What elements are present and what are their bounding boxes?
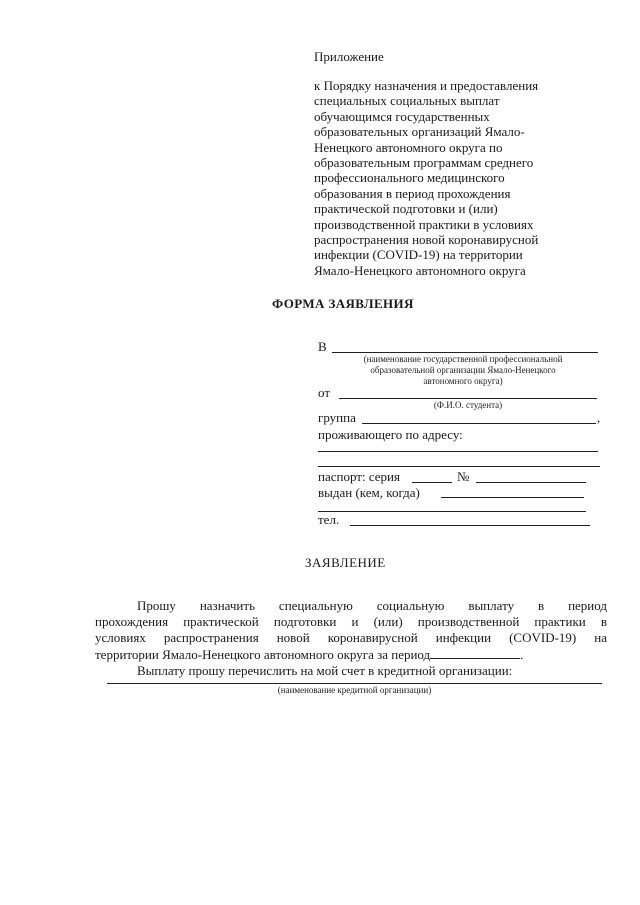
to-label: В (318, 339, 327, 354)
statement-heading: ЗАЯВЛЕНИЕ (305, 555, 386, 570)
statement-line: Прошу назначить специальную социальную выплату в период (137, 598, 607, 613)
phone-field[interactable] (350, 525, 590, 526)
passport-number-label: № (457, 469, 470, 484)
appendix-line: распространения новой коронавирусной (314, 232, 539, 248)
appendix-line: к Порядку назначения и предоставления (314, 78, 539, 93)
appendix-line: обучающимся государственных (314, 108, 490, 124)
to-organization-field[interactable] (332, 352, 598, 353)
statement-body (95, 598, 607, 679)
appendix-line: профессионального медицинского (314, 170, 505, 186)
group-label: группа (318, 410, 356, 425)
address-field-2[interactable] (318, 466, 600, 467)
statement-line-period (95, 646, 607, 663)
period-end: . (520, 647, 524, 662)
appendix-line: образования в период прохождения (314, 185, 511, 201)
group-field[interactable] (362, 423, 596, 424)
issued-by-field-2[interactable] (318, 511, 586, 512)
appendix-text (314, 78, 614, 278)
appendix-line: производственной практики в условиях (314, 216, 534, 232)
appendix-line: инфекции (COVID-19) на территории (314, 247, 523, 263)
residing-label: проживающего по адресу: (318, 427, 463, 442)
address-field-1[interactable] (318, 451, 598, 452)
from-label: от (318, 385, 331, 400)
student-name-field[interactable] (339, 398, 597, 399)
appendix-line: практической подготовки и (или) (314, 201, 498, 217)
bank-name-field[interactable] (107, 683, 602, 684)
appendix-line: Ямало-Ненецкого автономного округа (314, 262, 526, 278)
to-caption-line: автономного округа) (423, 376, 503, 386)
period-field[interactable] (430, 646, 520, 659)
statement-line: условиях распространения новой коронавирусной инфекции (COVID-19) на (95, 630, 607, 645)
statement-line: территории Ямало-Ненецкого автономного округа за период (95, 647, 431, 662)
appendix-title: Приложение (314, 49, 384, 64)
from-caption: (Ф.И.О. студента) (433, 400, 503, 410)
group-comma: , (597, 410, 601, 425)
appendix-line: специальных социальных выплат (314, 93, 500, 109)
to-caption-line: образовательной организации Ямало-Ненецкого (370, 365, 556, 375)
to-caption-line: (наименование государственной профессиональной (363, 354, 563, 364)
appendix-line: образовательным программам среднего (314, 155, 534, 171)
phone-label: тел. (318, 512, 340, 527)
form-title: ФОРМА ЗАЯВЛЕНИЯ (272, 296, 414, 311)
bank-caption: (наименование кредитной организации) (277, 685, 432, 695)
appendix-line: Ненецкого автономного округа по (314, 139, 503, 155)
passport-series-field[interactable] (412, 482, 452, 483)
to-caption (330, 354, 596, 387)
statement-line: Выплату прошу перечислить на мой счет в кредитной организации: (137, 663, 513, 678)
statement-line: прохождения практической подготовки и (или) производственной практики в (95, 614, 607, 629)
passport-series-label: паспорт: серия (318, 469, 400, 484)
passport-number-field[interactable] (476, 482, 586, 483)
issued-by-field[interactable] (441, 497, 584, 498)
appendix-line: образовательных организаций Ямало- (314, 124, 525, 140)
issued-by-label: выдан (кем, когда) (318, 485, 420, 500)
